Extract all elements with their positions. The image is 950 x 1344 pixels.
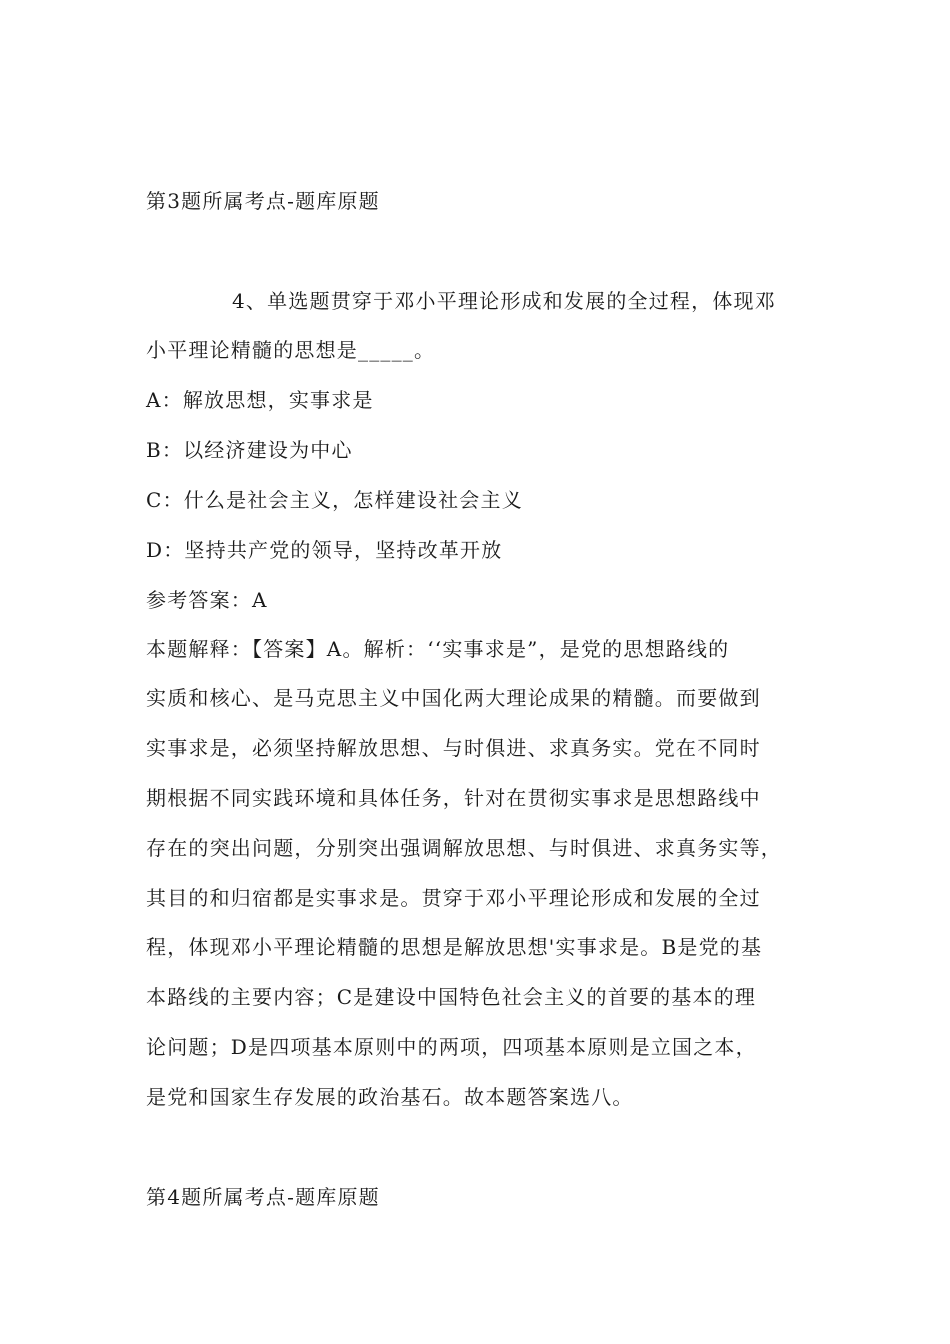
explanation-line: 本题解释：【答案】A。解析：‘‘实事求是”，是党的思想路线的 <box>146 637 730 661</box>
option-c: C：什么是社会主义，怎样建设社会主义 <box>146 488 523 512</box>
explanation-line: 其目的和归宿都是实事求是。贯穿于邓小平理论形成和发展的全过 <box>146 886 761 910</box>
reference-answer: 参考答案：A <box>146 588 268 612</box>
explanation-line: 是党和国家生存发展的政治基石。故本题答案选八。 <box>146 1085 634 1109</box>
explanation-line: 程，体现邓小平理论精髓的思想是解放思想'实事求是。B是党的基 <box>146 935 763 959</box>
section-heading-top: 第3题所属考点-题库原题 <box>146 189 380 213</box>
option-d: D：坚持共产党的领导，坚持改革开放 <box>146 538 503 562</box>
explanation-line: 论问题；D是四项基本原则中的两项，四项基本原则是立国之本， <box>146 1035 757 1059</box>
option-a: A：解放思想，实事求是 <box>146 388 374 412</box>
question-line-2: 小平理论精髓的思想是_____。 <box>146 338 436 362</box>
option-b: B：以经济建设为中心 <box>146 438 353 462</box>
explanation-line: 期根据不同实践环境和具体任务，针对在贯彻实事求是思想路线中 <box>146 786 761 810</box>
explanation-line: 存在的突出问题，分别突出强调解放思想、与时俱进、求真务实等， <box>146 836 782 860</box>
explanation-line: 实事求是，必须坚持解放思想、与时俱进、求真务实。党在不同时 <box>146 736 761 760</box>
explanation-line: 实质和核心、是马克思主义中国化两大理论成果的精髓。而要做到 <box>146 686 761 710</box>
explanation-line: 本路线的主要内容；C是建设中国特色社会主义的首要的基本的理 <box>146 985 757 1009</box>
section-heading-bottom: 第4题所属考点-题库原题 <box>146 1185 380 1209</box>
question-line-1: 4、单选题贯穿于邓小平理论形成和发展的全过程，体现邓 <box>232 289 776 313</box>
